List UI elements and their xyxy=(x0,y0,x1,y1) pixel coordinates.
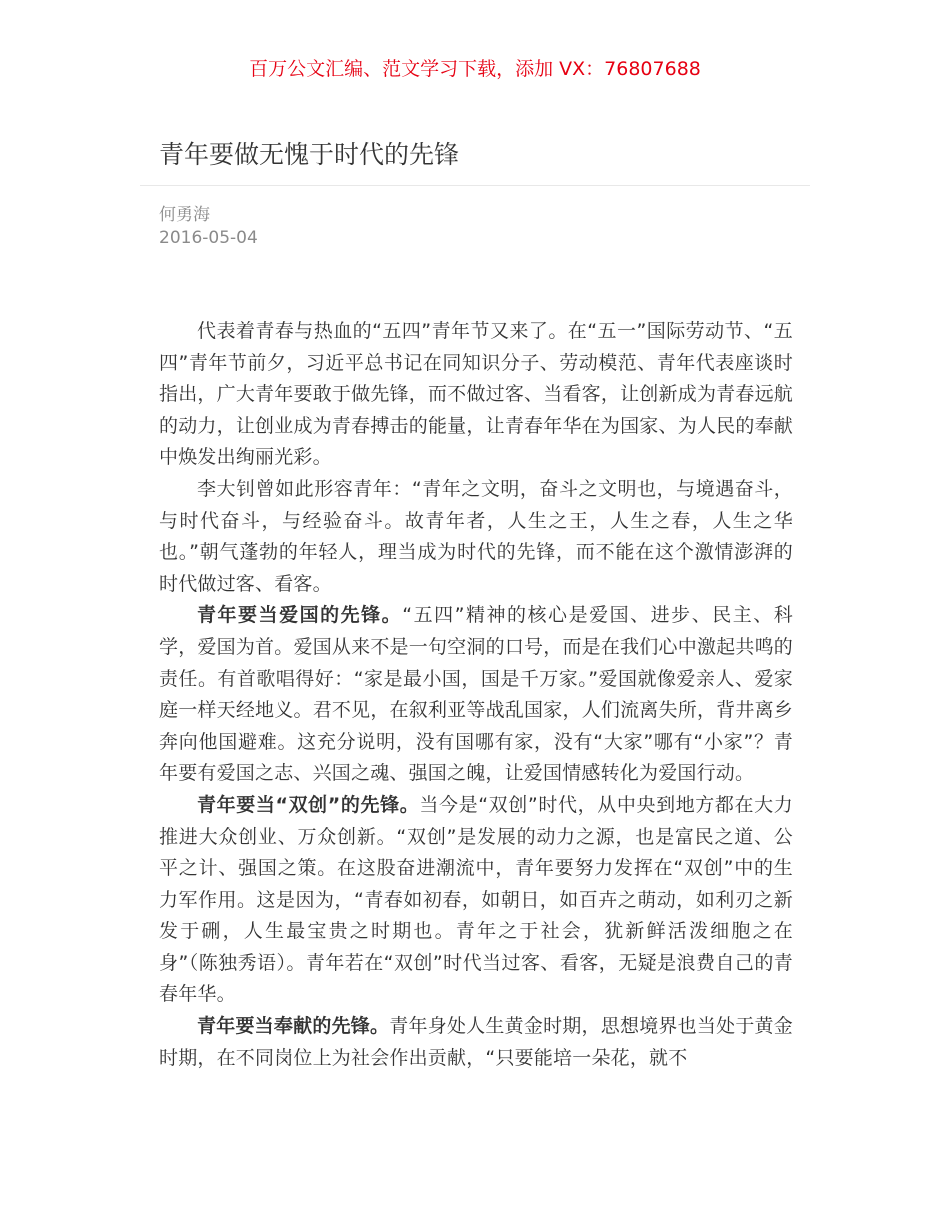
paragraph-lead: 青年要当爱国的先锋。 xyxy=(197,604,403,627)
paragraph xyxy=(159,474,793,600)
article-meta xyxy=(159,204,258,250)
paragraph xyxy=(159,790,793,1011)
paragraph-text: 青年身处人生黄金时期，思想境界也当处于黄金时期，在不同岗位上为社会作出贡献，“只要能培一朵花，就不 xyxy=(159,1015,793,1069)
paragraph xyxy=(159,600,793,790)
paragraph-lead: 青年要当“双创”的先锋。 xyxy=(197,793,420,816)
paragraph-lead: 青年要当奉献的先锋。 xyxy=(197,1015,390,1038)
article-title: 青年要做无愧于时代的先锋 xyxy=(159,140,460,169)
title-divider xyxy=(140,185,810,186)
paragraph xyxy=(159,316,793,474)
paragraph-text: 李大钊曾如此形容青年：“青年之文明，奋斗之文明也，与境遇奋斗，与时代奋斗，与经验奋斗。故青年者，人生之王，人生之春，人生之华也。”朝气蓬勃的年轻人，理当成为时代的先锋，而不能在这个激情澎湃的时代做过客、看客。 xyxy=(159,477,793,595)
author-name: 何勇海 xyxy=(159,205,210,225)
article-body xyxy=(159,316,793,1074)
paragraph-text: 代表着青春与热血的“五四”青年节又来了。在“五一”国际劳动节、“五四”青年节前夕，习近平总书记在同知识分子、劳动模范、青年代表座谈时指出，广大青年要敢于做先锋，而不做过客、当看客，让创新成为青春远航的动力，让创业成为青春搏击的能量，让青春年华在为国家、为人民的奉献中焕发出绚丽光彩。 xyxy=(159,320,793,469)
paragraph xyxy=(159,1011,793,1074)
paragraph-text: 当今是“双创”时代，从中央到地方都在大力推进大众创业、万众创新。“双创”是发展的动力之源，也是富民之道、公平之计、强国之策。在这股奋进潮流中，青年要努力发挥在“双创”中的生力军作用。这是因为，“青春如初春，如朝日，如百卉之萌动，如利刃之新发于硎，人生最宝贵之时期也。青年之于社会，犹新鲜活泼细胞之在身”（陈独秀语）。青年若在“双创”时代当过客、看客，无疑是浪费自己的青春年华。 xyxy=(159,793,793,1006)
paragraph-text: “五四”精神的核心是爱国、进步、民主、科学，爱国为首。爱国从来不是一句空洞的口号，而是在我们心中激起共鸣的责任。有首歌唱得好：“家是最小国，国是千万家。”爱国就像爱亲人、爱家庭一样天经地义。君不见，在叙利亚等战乱国家，人们流离失所，背井离乡奔向他国避难。这充分说明，没有国哪有家，没有“大家”哪有“小家”？青年要有爱国之志、兴国之魂、强国之魄，让爱国情感转化为爱国行动。 xyxy=(159,604,793,785)
top-banner: 百万公文汇编、范文学习下载，添加 VX：76807688 xyxy=(249,58,701,80)
publish-date: 2016-05-04 xyxy=(159,228,258,248)
